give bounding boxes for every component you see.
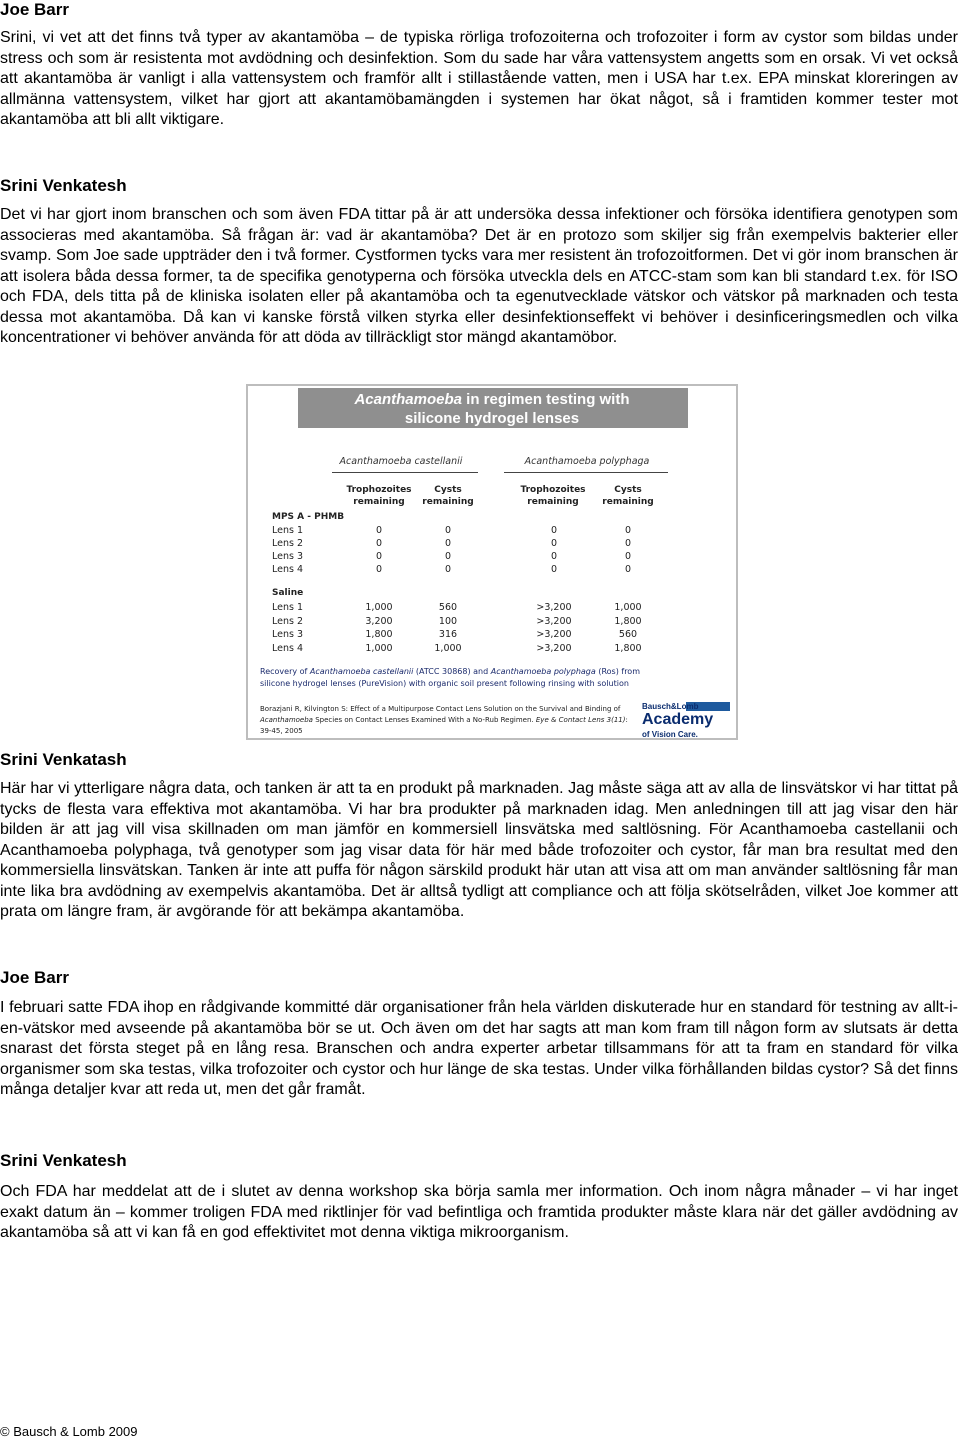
lens-label: Lens 3 (272, 629, 304, 640)
table-cell: 0 (624, 551, 632, 562)
table-cell: 0 (444, 525, 452, 536)
speaker-name: Srini Venkatesh (0, 176, 127, 195)
table-cell: 1,000 (614, 602, 642, 613)
table-cell: 3,200 (365, 615, 393, 627)
table-cell: 0 (550, 564, 558, 575)
lens-label: Lens 2 (272, 615, 304, 627)
table-cell: 0 (550, 551, 558, 562)
column-header: Trophozoites remaining (346, 485, 412, 507)
table-cell: 0 (375, 525, 383, 536)
paragraph-3: Här har vi ytterligare några data, och tanken är att ta en produkt på marknaden. Jag måste säga att av alla de linsvätskor vi har tittat på tycks de flesta vara effektiva mot akantamöba. Vi har bra produkter på marknaden idag. Men anledningen till att jag visar den här bilden är att jag vill visa skillnaden om man jämför en kommersiell linsvätska med saltlösning. För Acanthamoeba castellanii och Acanthamoeba polyphaga, två genotyper som jag visar data för här med både trofozoiter och cystor, får man bra resultat med den kommersiella linsvätskan. Tanken är inte att puffa för någon särskild produkt här utan att visa att om man använder saltlösning får man inte lika bra avdödning av exempelvis akantamöba. Det är alltså tydligt att compliance och att följa skötselråden, vilket Joe kommer att prata om längre fram, är avgörande för att bekämpa akantamöba. (0, 780, 958, 920)
table-cell: 1,800 (614, 642, 642, 654)
lens-label: Lens 4 (272, 564, 304, 575)
slide-title: Acanthamoeba in regimen testing with silicone hydrogel lenses (354, 391, 630, 427)
table-cell: 560 (618, 629, 638, 640)
table-cell: >3,200 (536, 642, 572, 654)
lens-label: Lens 2 (272, 538, 304, 549)
table-cell: 1,000 (365, 642, 393, 654)
section-label: MPS A - PHMB (272, 512, 345, 522)
paragraph-1: Srini, vi vet att det finns två typer av akantamöba – de typiska rörliga trofozoiterna och trofozoiter i form av cystor som bildas under stress och som är resistenta mot avdödning och desinfektion. Som du sade har våra vattensystem angetts som en orsak. Vi vet också att akantamöba är vanligt i alla vattensystem och framför allt i stillastående vatten, men i USA har t.ex. EPA minskat kloreringen av allmänna vattensystem, vilket har gjort att akantamöbamängden i systemen har ökat något, så i framtiden kommer tester mot akantamöba att bli allt viktigare. (0, 29, 958, 128)
table-cell: 0 (550, 538, 558, 549)
speaker-name: Srini Venkatash (0, 750, 127, 769)
table-cell: 316 (438, 629, 458, 640)
column-header: Cysts remaining (602, 485, 654, 507)
speaker-name: Srini Venkatesh (0, 1151, 127, 1170)
table-cell: 0 (624, 525, 632, 536)
table-cell: 0 (375, 551, 383, 562)
speaker-name: Joe Barr (0, 968, 69, 987)
column-header: Trophozoites remaining (520, 485, 586, 507)
table-cell: 0 (550, 525, 558, 536)
group-label-polyphaga: Acanthamoeba polyphaga (524, 456, 650, 467)
lens-label: Lens 4 (272, 642, 304, 654)
group-underline (504, 472, 668, 473)
table-cell: 560 (438, 602, 458, 613)
table-cell: 1,000 (365, 602, 393, 613)
bausch-lomb-academy-logo (642, 702, 732, 740)
table-cell: 0 (375, 538, 383, 549)
table-cell: 0 (624, 564, 632, 575)
column-header: Cysts remaining (422, 485, 474, 507)
table-cell: >3,200 (536, 629, 572, 640)
slide-reference: Borazjani R, Kilvington S: Effect of a Multipurpose Contact Lens Solution on the Survival and Binding of Acanthamoeba Species on Contact Lenses Examined With a No-Rub Regimen. Eye & Contact Lens 3(11): 39-45, 2005 (260, 705, 628, 735)
speaker-name: Joe Barr (0, 0, 69, 19)
group-underline (332, 472, 478, 473)
logo-brand: Bausch&Lomb (642, 702, 699, 711)
table-cell: 1,800 (365, 629, 393, 640)
table-cell: 0 (444, 564, 452, 575)
table-cell: 1,000 (434, 642, 462, 654)
logo-academy: Academy (642, 711, 714, 728)
table-cell: 0 (624, 538, 632, 549)
paragraph-4: I februari satte FDA ihop en rådgivande kommitté där organisationer från hela världen diskuterade hur en standard för testning av allt-i-en-vätskor med avseende på akantamöba bör se ut. Och även om det har sagts att man kom fram till någon form av slutsats är detta snarast det första steget på en lång resa. Branschen och andra experter arbetar tillsammans för att ta fram en standard för vilka organismer som ska testas, vilka trofozoiter och cystor och hur länge de ska testas. Under vilka förhållanden bildas cystor? Så det finns många detaljer kvar att reda ut, men det går framåt. (0, 999, 958, 1098)
table-cell: 0 (444, 538, 452, 549)
table-cell: 0 (444, 551, 452, 562)
table-cell: 100 (438, 615, 458, 627)
paragraph-2: Det vi har gjort inom branschen och som även FDA tittar på är att undersöka dessa infektioner och försöka identifiera genotypen som associeras med akantamöba. Så frågan är: vad är akantamöba? Det är en protozo som skiljer sig från exempelvis bakterier eller svamp. Som Joe sade uppträder den i två former. Cystformen tycks vara mer resistent än trofozoitformen. Det vi gör inom branschen är att isolera båda dessa former, ta de specifika genotyperna och försöka utveckla dels en ATCC-stam som kan bli standard t.ex. för ISO och FDA, dels titta på de kliniska isolaten eller på akantamöba och ta egenutvecklade vätskor och vätskor på marknaden och testa dessa mot akantamöba. Då kan vi kanske förstå vilken styrka eller desinfektionseffekt vi behöver i desinficeringsmedlen och vilka koncentrationer vi behöver använda för att döda av tillräckligt stor mängd akantamöbor. (0, 206, 958, 346)
lens-label: Lens 1 (272, 602, 304, 613)
lens-label: Lens 3 (272, 551, 304, 562)
table-cell: 1,800 (614, 615, 642, 627)
paragraph-5: Och FDA har meddelat att de i slutet av denna workshop ska börja samla mer information. Och inom några månader – vi har inget exakt datum än – kommer troligen FDA med riktlinjer för vad befintliga och framtida produkter måste klara när det gäller avdödning av akantamöba så att vi kan få en god effektivitet mot denna viktiga mikroorganism. (0, 1183, 958, 1241)
section-label: Saline (272, 588, 304, 598)
logo-subtitle: of Vision Care. (642, 730, 698, 739)
table-cell: >3,200 (536, 615, 572, 627)
table-cell: 0 (375, 564, 383, 575)
lens-label: Lens 1 (272, 525, 304, 536)
table-cell: >3,200 (536, 602, 572, 613)
slide-figure (246, 384, 738, 740)
footer-copyright: © Bausch & Lomb 2009 (0, 1424, 138, 1439)
group-label-castellanii: Acanthamoeba castellanii (339, 456, 463, 467)
slide-caption: Recovery of Acanthamoeba castellanii (ATCC 30868) and Acanthamoeba polyphaga (Ros) from silicone hydrogel lenses (PureVision) with organic soil present following rinsing with solution (260, 667, 640, 688)
